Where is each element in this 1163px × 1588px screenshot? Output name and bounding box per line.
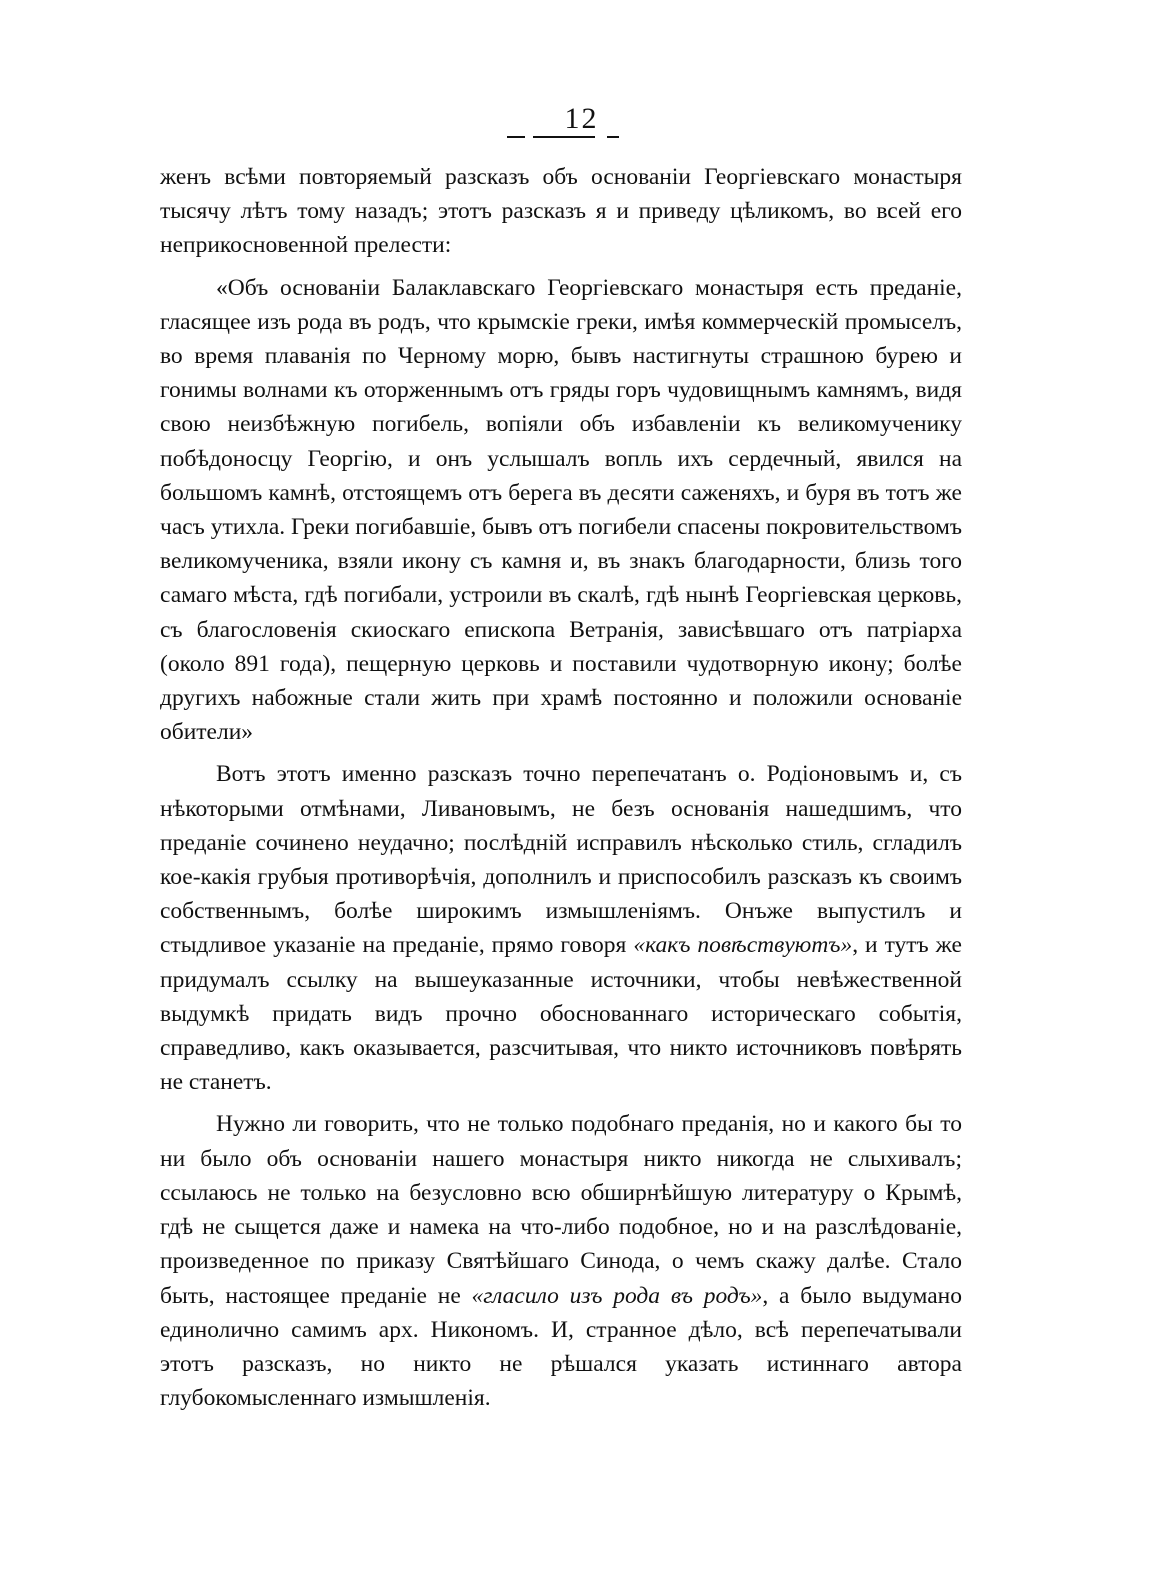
header-rule: [507, 136, 619, 138]
text-run: , а было выдумано единолично самимъ арх. Никономъ. И, странное дѣло, всѣ перепечатывали этотъ разсказъ, но никто не рѣшался указать истиннаго автора глубокомысленнаго измышленія.: [160, 1282, 962, 1412]
text-run: Нужно ли говорить, что не только подобнаго преданія, но и какого бы то ни было объ основаніи нашего монастыря никто никогда не слыхивалъ; ссылаюсь не только на безусловно всю обширнѣйшую литературу о Крымѣ, гдѣ не сыщется даже и намека на что-либо подобное, но и на разслѣдованіе, произведенное по приказу Святѣйшаго Синода, о чемъ скажу далѣе. Стало быть, настоящее преданіе не: [160, 1111, 962, 1309]
paragraph-continued: [160, 160, 962, 263]
paragraph-quote: [160, 271, 962, 750]
page-number: 12: [564, 102, 599, 135]
page-header: [0, 104, 1163, 134]
text-run: Вотъ этотъ именно разсказъ точно перепечатанъ о. Родіоновымъ и, съ нѣкоторыми отмѣнами, Ливановымъ, не безъ основанія нашедшимъ, что преданіе сочинено неудачно; послѣдній исправилъ нѣсколько стиль, сгладилъ кое-какія грубыя противорѣчія, дополнилъ и приспособилъ разсказъ къ своимъ собственнымъ, болѣе широкимъ измышленіямъ. Онъже выпустилъ и стыдливое указаніе на преданіе, прямо говоря: [160, 761, 962, 959]
paragraph: [160, 1107, 962, 1415]
text-run: «Объ основаніи Балаклавскаго Георгіевскаго монастыря есть преданіе, гласящее изъ рода въ родъ, что крымскіе греки, имѣя коммерческій промыселъ, во время плаванія по Черному морю, бывъ настигнуты страшною бурею и гонимы волнами къ оторженнымъ отъ гряды горъ чудовищнымъ камнямъ, видя свою неизбѣжную погибель, вопіяли объ избавленіи къ великомученику побѣдоносцу Георгію, и онъ услышалъ вопль ихъ сердечный, явился на большомъ камнѣ, отстоящемъ отъ берега въ десяти саженяхъ, и буря въ тотъ же часъ утихла. Греки погибавшіе, бывъ отъ погибели спасены покровительствомъ великомученика, взяли икону съ камня и, въ знакъ благодарности, близь того самаго мѣста, гдѣ погибали, устроили въ скалѣ, гдѣ нынѣ Георгіевская церковь, съ благословенія скиоскаго епископа Ветранія, зависѣвшаго отъ патріарха (около 891 года), пещерную церковь и поставили чудотворную икону; болѣе другихъ набожные стали жить при храмѣ постоянно и положили основаніе обители»: [160, 274, 962, 746]
italic-quote-text: «какъ повѣствуютъ»: [633, 932, 853, 959]
italic-quote-text: «гласило изъ рода въ родъ»: [471, 1282, 763, 1309]
paragraph: [160, 757, 962, 1099]
body-text: [160, 160, 962, 1415]
text-run: , и тутъ же придумалъ ссылку на вышеуказанные источники, чтобы невѣжественной выдумкѣ придать видъ прочно обоснованнаго историческаго событія, справедливо, какъ оказывается, разсчитывая, что никто источниковъ повѣрять не станетъ.: [160, 932, 962, 1096]
text-run: женъ всѣми повторяемый разсказъ объ основаніи Георгіевскаго монастыря тысячу лѣтъ тому назадъ; этотъ разсказъ я и приведу цѣликомъ, во всей его неприкосновенной прелести:: [160, 164, 962, 259]
